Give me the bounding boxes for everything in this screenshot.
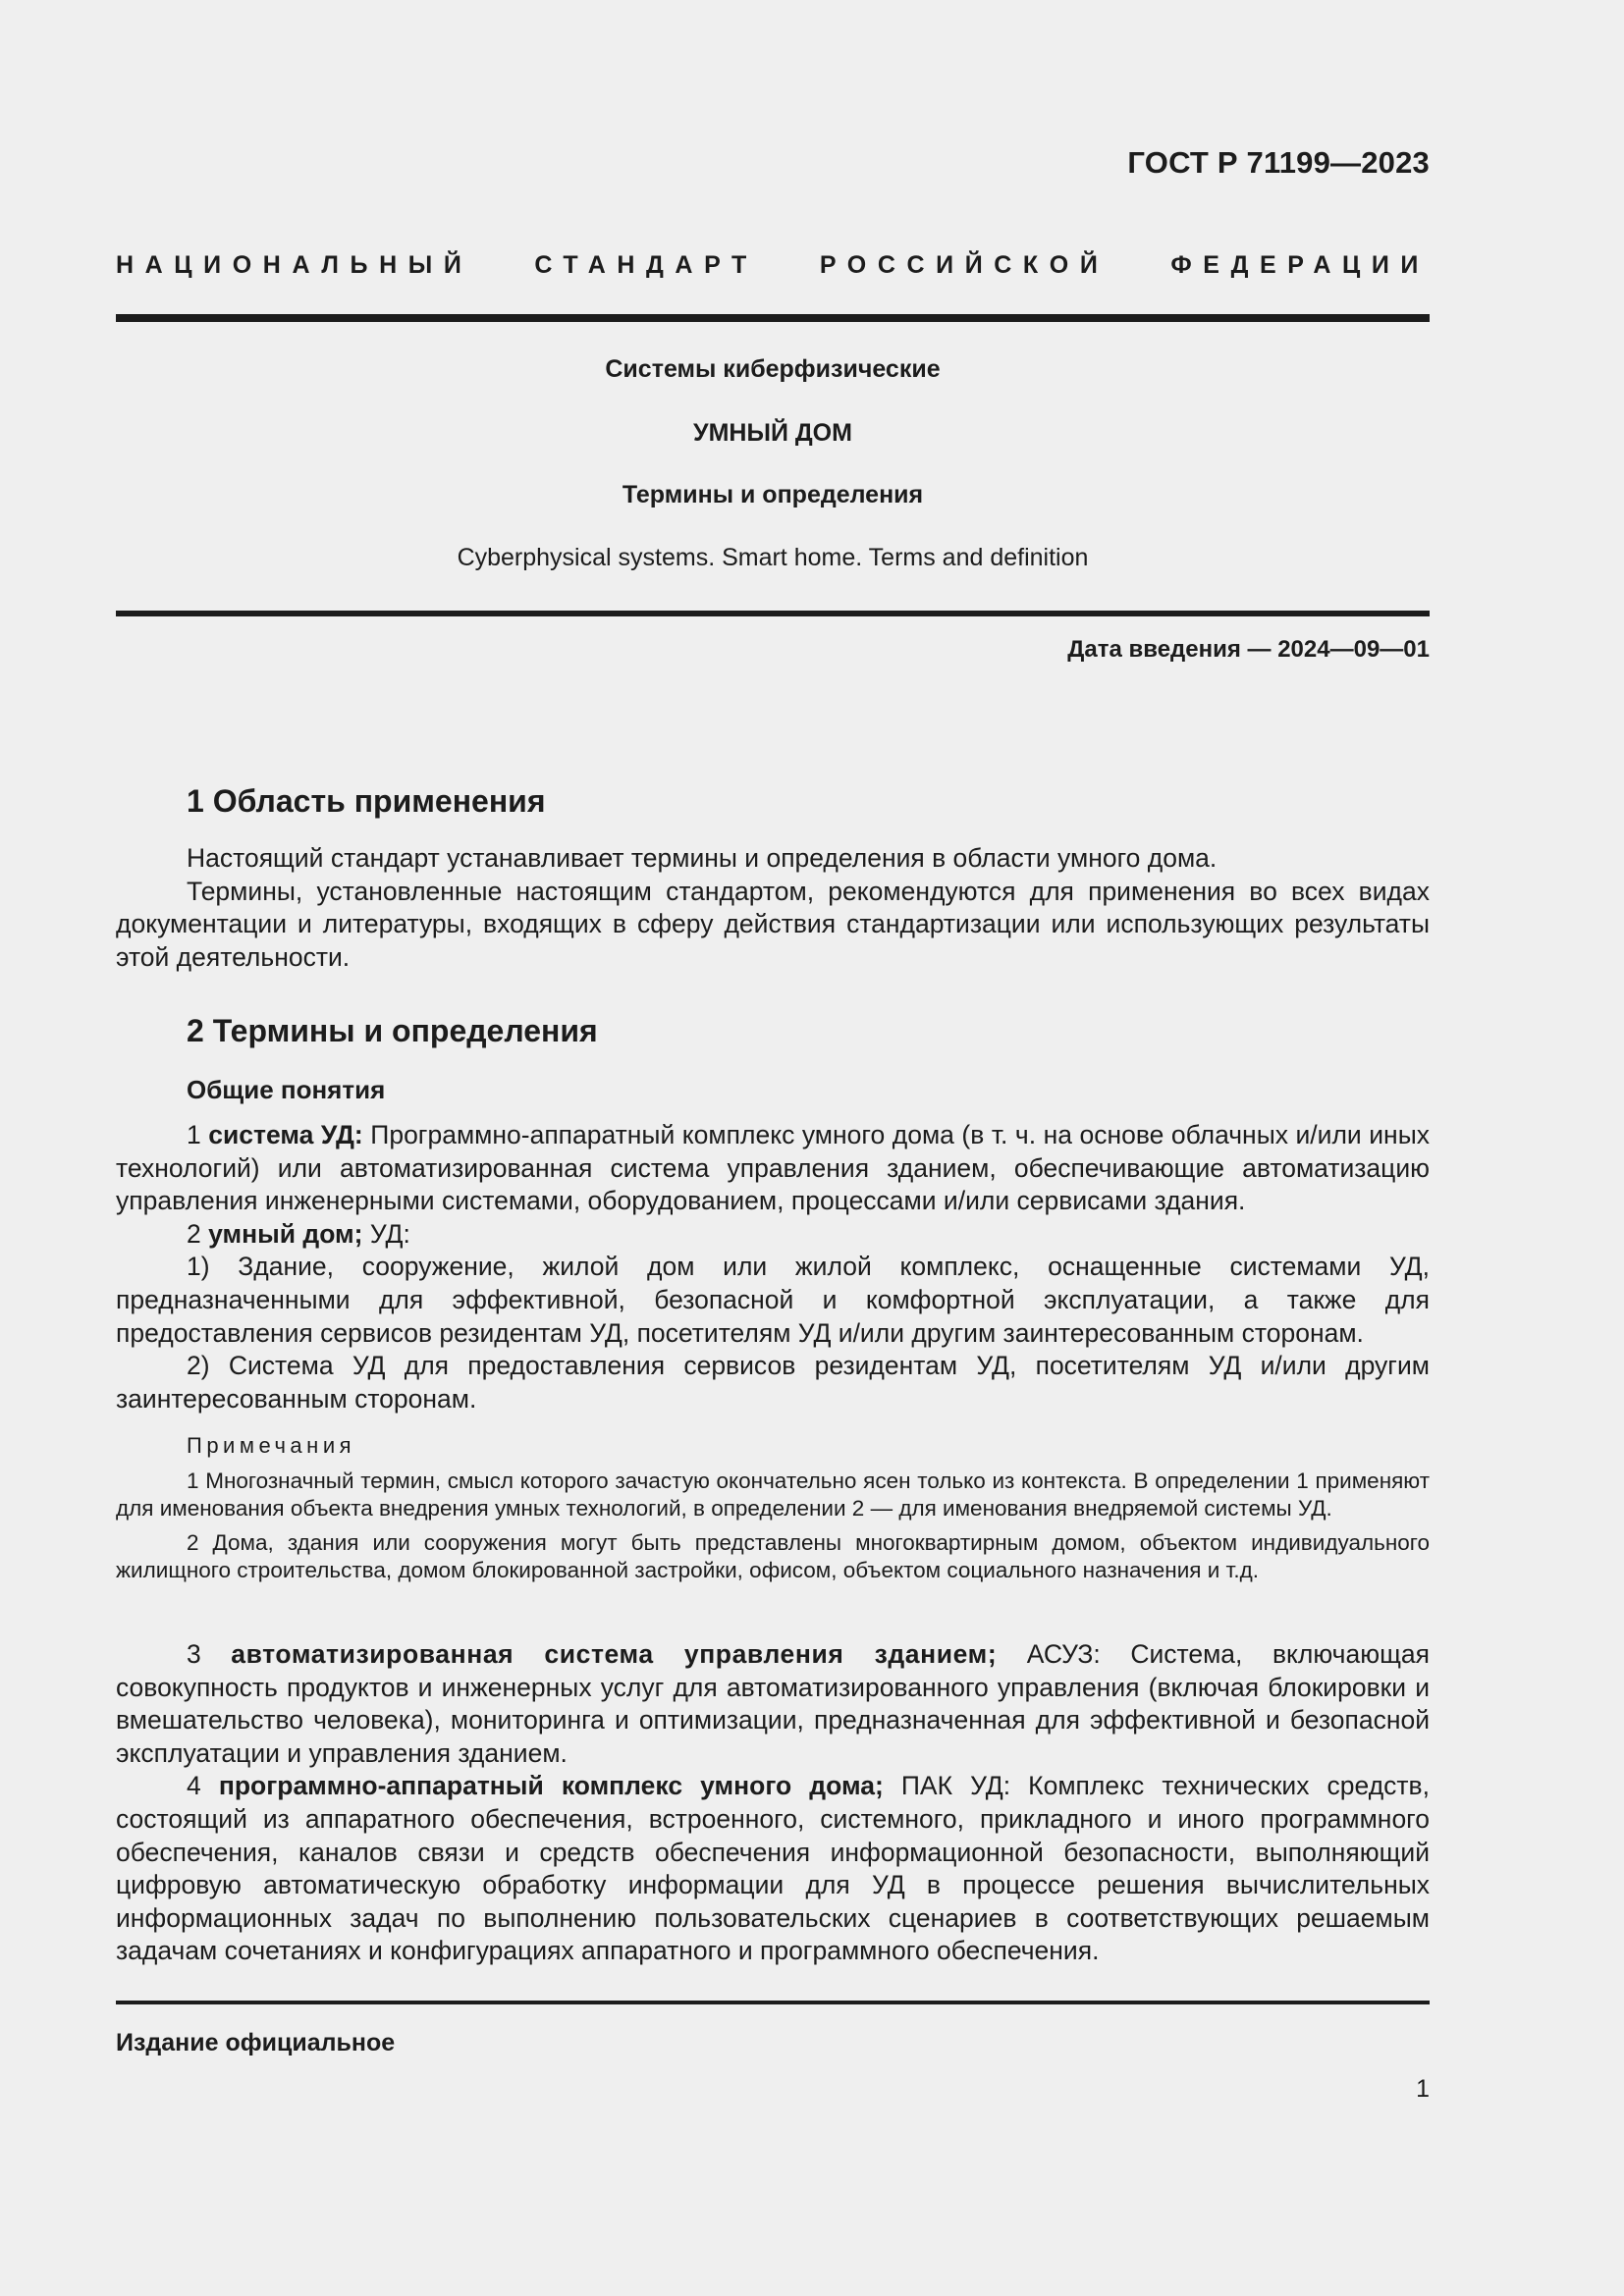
footer-rule xyxy=(116,2001,1430,2004)
term-1 xyxy=(116,1119,1430,1218)
general-concepts-subheading: Общие понятия xyxy=(187,1075,386,1104)
term-3 xyxy=(116,1638,1430,1770)
term-1-name: система УД: xyxy=(208,1120,363,1149)
term-2-name: умный дом; xyxy=(208,1218,363,1249)
term-3-definition: АСУЗ: Система, включающая совокупность продуктов и инженерных услуг для автоматизированного управления (включая блокировки и вмешательство человека), мониторинга и оптимизации, предназначенная для эффективной и безопасной эксплуатации и управления зданием. xyxy=(116,1639,1430,1768)
section-1-title: 1 Область применения xyxy=(187,783,546,819)
section-1-paragraph-2: Термины, установленные настоящим стандартом, рекомендуются для применения во всех видах документации и литературы, входящих в сферу действия стандартизации или использующих результаты этой деятельности. xyxy=(116,876,1430,972)
section-1-body xyxy=(116,842,1430,974)
term-4-definition: ПАК УД: Комплекс технических средств, состоящий из аппаратного обеспечения, встроенного, системного, прикладного и иного программного обеспечения, каналов связи и средств обеспечения информационной безопасности, выполняющий цифровую автоматическую обработку информации для УД в процессе решения вычислительных информационных задач по выполнению пользовательских сценариев в соответствующих решаемым задачам сочетаниях и конфигурациях аппаратного и программного обеспечения. xyxy=(116,1771,1430,1966)
page-number: 1 xyxy=(1416,2075,1430,2103)
term-1-definition: Программно-аппаратный комплекс умного дома (в т. ч. на основе облачных и/или иных технологий) или автоматизированная система управления зданием, обеспечивающие автоматизацию управления инженерными системами, оборудованием, процессами и/или сервисами здания. xyxy=(116,1120,1430,1216)
term-3-name: автоматизированная система управления зданием; xyxy=(231,1639,998,1669)
title-line-1: Системы киберфизические xyxy=(605,355,941,383)
title-bottom-rule xyxy=(116,611,1430,616)
term-2-number: 2 xyxy=(187,1218,209,1249)
top-rule xyxy=(116,314,1430,322)
introduction-date: Дата введения — 2024—09—01 xyxy=(1067,636,1430,663)
document-page xyxy=(116,0,1430,2296)
title-english: Cyberphysical systems. Smart home. Terms and definition xyxy=(457,544,1089,571)
notes-block xyxy=(116,1468,1430,1591)
national-standard-heading: НАЦИОНАЛЬНЫЙ СТАНДАРТ РОССИЙСКОЙ ФЕДЕРАЦИИ xyxy=(116,251,1430,279)
standard-code: ГОСТ Р 71199—2023 xyxy=(1127,145,1430,180)
official-edition-label: Издание официальное xyxy=(116,2029,396,2056)
term-3-number: 3 xyxy=(187,1639,232,1669)
term-4-number: 4 xyxy=(187,1771,219,1801)
term-2 xyxy=(116,1218,1430,1252)
term-2-definition-1: 1) Здание, сооружение, жилой дом или жилой комплекс, оснащенные системами УД, предназначенными для эффективной, безопасной и комфортной эксплуатации, а также для предоставления сервисов резидентам УД, посетителям УД и/или другим заинтересованным сторонам. xyxy=(116,1252,1430,1348)
term-1-number: 1 xyxy=(187,1120,209,1149)
note-1: 1 Многозначный термин, смысл которого зачастую окончательно ясен только из контекста. В определении 1 применяют для именования объекта внедрения умных технологий, в определении 2 — для именования внедряемой системы УД. xyxy=(116,1468,1430,1521)
note-2: 2 Дома, здания или сооружения могут быть представлены многоквартирным домом, объектом индивидуального жилищного строительства, домом блокированной застройки, офисом, объектом социального назначения и т.д. xyxy=(116,1530,1430,1582)
terms-block-2 xyxy=(116,1638,1430,1968)
section-2-title: 2 Термины и определения xyxy=(187,1013,598,1048)
section-1-paragraph-1: Настоящий стандарт устанавливает термины и определения в области умного дома. xyxy=(187,843,1218,873)
terms-block-1 xyxy=(116,1119,1430,1415)
term-2-abbreviation: УД: xyxy=(362,1218,410,1249)
title-line-2: УМНЫЙ ДОМ xyxy=(693,419,852,447)
term-4 xyxy=(116,1770,1430,1968)
term-2-definition-2: 2) Система УД для предоставления сервисов резидентам УД, посетителям УД и/или другим заинтересованным сторонам. xyxy=(116,1351,1430,1414)
notes-heading: Примечания xyxy=(187,1433,356,1458)
term-4-name: программно-аппаратный комплекс умного дома; xyxy=(218,1771,884,1801)
title-line-3: Термины и определения xyxy=(622,481,924,508)
